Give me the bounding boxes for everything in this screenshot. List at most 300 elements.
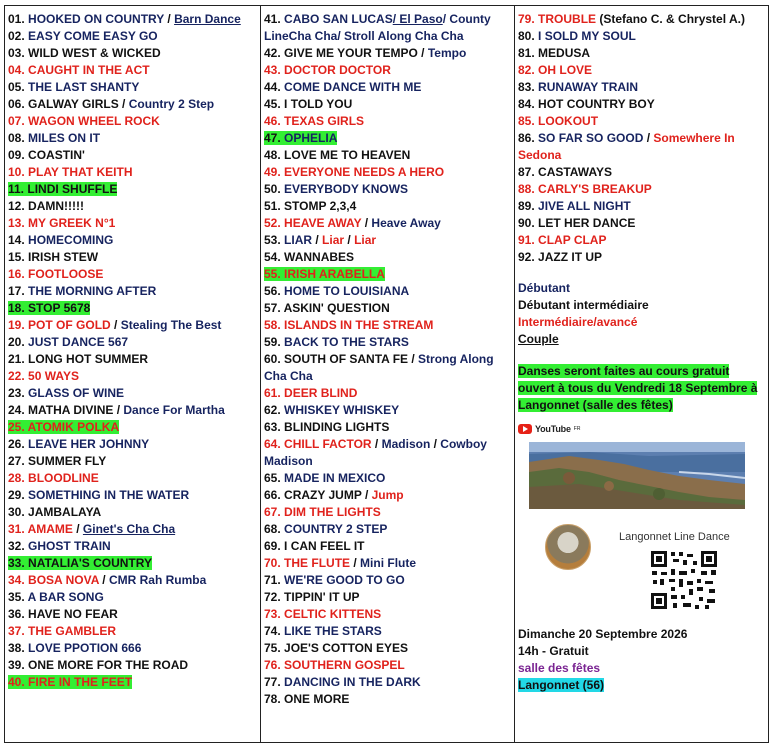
dance-number: 88. [518,182,535,196]
dance-item [8,317,260,334]
dance-item [8,453,260,470]
dance-number: 40. [8,675,25,689]
avatar [545,524,591,570]
dance-title-part: WE'RE GOOD TO GO [284,573,405,587]
dance-title-part: THE LAST SHANTY [28,80,140,94]
dance-number: 73. [264,607,281,621]
dance-number: 41. [264,12,281,26]
dance-title-part: BLINDING LIGHTS [284,420,390,434]
coast-landscape-image [529,442,745,509]
dance-title-part: I CAN FEEL IT [284,539,365,553]
dance-item [8,487,260,504]
dance-title-part: CMR Rah Rumba [108,573,207,587]
dance-title-part: LET HER DANCE [538,216,636,230]
dance-title-part: DAMN!!!!! [28,199,85,213]
dance-item [264,11,514,45]
dance-title-part: Cowboy Madison [264,437,487,468]
dance-title-part: Liar [322,233,345,247]
dance-title-part: / [408,352,419,366]
dance-item [8,402,260,419]
dance-number: 22. [8,369,25,383]
legend-intermediaire-avance: Intermédiaire/avancé [518,315,638,329]
dance-title-part: Stealing The Best [120,318,222,332]
dance-list-table [4,5,769,743]
dance-item [264,147,514,164]
dance-title-part: CHILL FACTOR [284,437,372,451]
dance-title-part: WILD WEST & WICKED [28,46,161,60]
dance-number: 31. [8,522,25,536]
coast-photo [529,442,745,509]
dance-item [264,436,514,470]
dance-number: 32. [8,539,25,553]
dance-number: 89. [518,199,535,213]
dance-number: 69. [264,539,281,553]
dance-title-part: SOMETHING IN THE WATER [28,488,190,502]
dance-title-part: IRISH ARABELLA [284,267,385,281]
dance-number: 50. [264,182,281,196]
dance-title-part: EVERYBODY KNOWS [284,182,409,196]
dance-number: 10. [8,165,25,179]
legend-couple: Couple [518,332,559,346]
dance-item [264,470,514,487]
dance-title-part: PLAY THAT KEITH [28,165,133,179]
dance-item [8,385,260,402]
dance-item [264,181,514,198]
dance-number: 15. [8,250,25,264]
dance-title-part: BOSA NOVA [28,573,99,587]
dance-item [264,555,514,572]
dance-item [8,419,260,436]
dance-title-part: / [312,233,323,247]
column-1 [5,6,261,742]
dance-title-part: LOOKOUT [538,114,599,128]
dance-title-part: COME DANCE WITH ME [284,80,422,94]
dance-item [8,130,260,147]
dance-number: 84. [518,97,535,111]
dance-item [264,96,514,113]
dance-number: 24. [8,403,25,417]
dance-title-part: ONE MORE [284,692,350,706]
dance-title-part: Somewhere In Sedona [518,131,735,162]
dance-item [264,130,514,147]
dance-title-part: JAMBALAYA [28,505,102,519]
dance-number: 78. [264,692,281,706]
dance-item [8,589,260,606]
dance-number: 74. [264,624,281,638]
dance-number: 72. [264,590,281,604]
dance-title-part: ASKIN' QUESTION [283,301,390,315]
dance-item [8,334,260,351]
dance-title-part: CAUGHT IN THE ACT [28,63,150,77]
dance-item [264,640,514,657]
dance-title-part: MY GREEK N°1 [28,216,116,230]
dance-title-part: / El Paso [392,12,443,26]
youtube-region: FR [573,426,581,432]
dance-title-part: / [361,216,372,230]
dance-number: 04. [8,63,25,77]
dance-title-part: / [110,318,121,332]
dance-item [8,232,260,249]
dance-title-part: Jump [371,488,404,502]
legend-debutant-intermediaire: Débutant intermédiaire [518,298,649,312]
dance-item [8,215,260,232]
dance-item [8,96,260,113]
dance-item [264,300,514,317]
dance-number: 39. [8,658,25,672]
dance-title-part: MILES ON IT [28,131,101,145]
dance-number: 35. [8,590,25,604]
dance-number: 80. [518,29,535,43]
dance-title-part: LIKE THE STARS [284,624,382,638]
level-legend [518,280,768,348]
dance-item [8,521,260,538]
profile-section [518,521,768,621]
dance-number: 30. [8,505,25,519]
dance-title-part: DIM THE LIGHTS [284,505,381,519]
dance-number: 79. [518,12,535,26]
dance-item [8,538,260,555]
dance-title-part: / County LineCha Cha/ Stroll Along Cha Cha [264,12,491,43]
dance-number: 03. [8,46,25,60]
dance-title-part: GLASS OF WINE [28,386,125,400]
dance-number: 92. [518,250,535,264]
dance-number: 75. [264,641,281,655]
dance-number: 37. [8,624,25,638]
dance-number: 11. [8,182,25,196]
dance-title-part: LIAR [284,233,313,247]
dance-title-part: NATALIA'S COUNTRY [28,556,152,570]
dance-title-part: / [118,97,129,111]
dance-title-part: (Stefano C. & Chrystel A.) [596,12,745,26]
dance-number: 54. [264,250,281,264]
dance-item [8,198,260,215]
dance-number: 47. [264,131,281,145]
dance-number: 13. [8,216,25,230]
dance-item [264,164,514,181]
dance-item [8,113,260,130]
dance-number: 29. [8,488,25,502]
dance-title-part: / [344,233,355,247]
dance-title-part: / [72,522,83,536]
dance-number: 85. [518,114,535,128]
dance-item [8,28,260,45]
column-2 [261,6,515,742]
dance-title-part: Barn Dance [174,12,241,26]
info-block [518,363,763,414]
dance-number: 06. [8,97,25,111]
dance-number: 82. [518,63,535,77]
dance-number: 05. [8,80,25,94]
dance-title-part: SOUTH OF SANTA FE [284,352,409,366]
dance-number: 19. [8,318,25,332]
dance-title-part: EASY COME EASY GO [28,29,158,43]
dance-item [8,606,260,623]
dance-title-part: Madison [381,437,431,451]
dance-title-part: I SOLD MY SOUL [538,29,636,43]
dance-item [8,436,260,453]
dance-number: 07. [8,114,25,128]
dance-number: 12. [8,199,25,213]
dance-title-part: HOMECOMING [28,233,114,247]
dance-title-part: HAVE NO FEAR [28,607,118,621]
dance-number: 38. [8,641,25,655]
dance-title-part: SO FAR SO GOOD [538,131,644,145]
dance-item [518,130,768,164]
dance-number: 27. [8,454,25,468]
youtube-badge[interactable] [518,422,768,436]
dance-number: 14. [8,233,25,247]
dance-title-part: HOME TO LOUISIANA [284,284,410,298]
dance-number: 81. [518,46,535,60]
dance-title-part: DOCTOR DOCTOR [284,63,391,77]
dance-title-part: / [417,46,428,60]
dance-item [8,181,260,198]
dance-number: 36. [8,607,25,621]
dance-item [264,113,514,130]
dance-title-part: AMAME [27,522,73,536]
dance-item [264,657,514,674]
dance-title-part: LEAVE HER JOHNNY [28,437,150,451]
dance-number: 33. [8,556,25,570]
dance-title-part: Tempo [427,46,467,60]
dance-item [8,249,260,266]
dance-number: 76. [264,658,281,672]
dance-item [264,351,514,385]
dance-title-part: TROUBLE [538,12,597,26]
dance-title-part: FOOTLOOSE [28,267,104,281]
dance-title-part: THE MORNING AFTER [28,284,157,298]
dance-title-part: OPHELIA [284,131,338,145]
dance-number: 20. [8,335,25,349]
dance-item [264,317,514,334]
dance-item [264,249,514,266]
dance-number: 62. [264,403,281,417]
dance-title-part: Mini Flute [360,556,417,570]
dance-title-part: / [164,12,175,26]
dance-number: 68. [264,522,281,536]
dance-number: 53. [264,233,281,247]
dance-item [518,45,768,62]
qr-code-icon[interactable] [649,549,719,611]
dance-number: 51. [264,199,281,213]
dance-title-part: BACK TO THE STARS [284,335,409,349]
dance-title-part: CASTAWAYS [538,165,613,179]
dance-number: 57. [264,301,281,315]
dance-title-part: THE FLUTE [284,556,351,570]
profile-name: Langonnet Line Dance [619,531,730,543]
dance-item [264,674,514,691]
dance-title-part: RUNAWAY TRAIN [538,80,639,94]
dance-title-part: / [350,556,361,570]
dance-title-part: JAZZ IT UP [538,250,603,264]
dance-number: 43. [264,63,281,77]
dance-item [518,79,768,96]
dance-title-part: / [430,437,441,451]
dance-number: 90. [518,216,535,230]
dance-title-part: I TOLD YOU [284,97,353,111]
dance-title-part: MEDUSA [538,46,591,60]
dance-item [264,589,514,606]
dance-title-part: 50 WAYS [28,369,79,383]
dance-title-part: Strong Along Cha Cha [264,352,494,383]
event-venue: salle des fêtes [518,661,601,675]
dance-number: 87. [518,165,535,179]
dance-item [518,11,768,28]
dance-item [264,198,514,215]
dance-title-part: Heave Away [371,216,441,230]
dance-title-part: COASTIN' [28,148,85,162]
dance-number: 77. [264,675,281,689]
dance-title-part: Ginet's Cha Cha [82,522,176,536]
dance-title-part: JOE'S COTTON EYES [284,641,409,655]
dance-item [8,11,260,28]
dance-item [8,555,260,572]
dance-item [518,181,768,198]
dance-title-part: TEXAS GIRLS [284,114,365,128]
dance-title-part: WAGON WHEEL ROCK [28,114,160,128]
dance-item [8,283,260,300]
dance-number: 59. [264,335,281,349]
dance-title-part: LINDI SHUFFLE [27,182,118,196]
dance-title-part: / [361,488,372,502]
dance-item [518,215,768,232]
dance-number: 70. [264,556,281,570]
dance-title-part: FIRE IN THE FEET [28,675,133,689]
dance-item [8,300,260,317]
dance-title-part: TIPPIN' IT UP [284,590,360,604]
dance-item [8,640,260,657]
dance-title-part: CRAZY JUMP [284,488,362,502]
event-date: Dimanche 20 Septembre 2026 [518,627,688,641]
dance-number: 25. [8,420,25,434]
dance-item [264,334,514,351]
dance-number: 67. [264,505,281,519]
dance-item [8,623,260,640]
dance-item [264,45,514,62]
dance-item [8,368,260,385]
dance-title-part: CELTIC KITTENS [284,607,382,621]
dance-title-part: Liar [354,233,377,247]
dance-title-part: A BAR SONG [27,590,104,604]
dance-item [518,113,768,130]
dance-title-part: LOVE PPOTION 666 [28,641,142,655]
dance-item [8,79,260,96]
dance-title-part: BLOODLINE [28,471,99,485]
dance-number: 34. [8,573,25,587]
dance-item [518,249,768,266]
dance-title-part: MADE IN MEXICO [284,471,386,485]
dance-item [518,96,768,113]
dance-title-part: STOMP 2,3,4 [284,199,357,213]
dance-title-part: SOUTHERN GOSPEL [284,658,405,672]
dance-number: 71. [264,573,281,587]
dance-title-part: HOOKED ON COUNTRY [28,12,165,26]
dance-item [264,79,514,96]
dance-title-part: CABO SAN LUCAS [284,12,393,26]
dance-item [264,62,514,79]
dance-item [264,521,514,538]
dance-number: 64. [264,437,281,451]
dance-number: 56. [264,284,281,298]
dance-number: 17. [8,284,25,298]
dance-item [518,28,768,45]
dance-number: 48. [264,148,281,162]
dance-number: 65. [264,471,281,485]
dance-number: 16. [8,267,25,281]
dance-title-part: Country 2 Step [128,97,215,111]
dance-number: 01. [8,12,25,26]
dance-title-part: Dance For Martha [123,403,225,417]
dance-item [264,504,514,521]
dance-title-part: LOVE ME TO HEAVEN [284,148,411,162]
dance-item [264,691,514,708]
dance-item [8,657,260,674]
dance-number: 23. [8,386,25,400]
dance-item [518,62,768,79]
dance-number: 42. [264,46,281,60]
dance-title-part: HEAVE AWAY [284,216,362,230]
dance-title-part: WANNABES [284,250,355,264]
dance-title-part: COUNTRY 2 STEP [284,522,388,536]
dance-number: 52. [264,216,281,230]
dance-item [8,572,260,589]
dance-item [264,419,514,436]
dance-number: 61. [264,386,281,400]
dance-number: 26. [8,437,25,451]
dance-number: 09. [8,148,25,162]
dance-number: 55. [264,267,281,281]
dance-title-part: / [643,131,654,145]
dance-item [8,164,260,181]
dance-number: 91. [518,233,535,247]
dance-number: 63. [264,420,281,434]
dance-title-part: JIVE ALL NIGHT [538,199,631,213]
event-time: 14h - Gratuit [518,644,589,658]
dance-item [264,215,514,232]
dance-item [264,283,514,300]
dance-title-part: ISLANDS IN THE STREAM [284,318,434,332]
dance-item [8,62,260,79]
dance-number: 58. [264,318,281,332]
dance-item [8,266,260,283]
dance-title-part: DANCING IN THE DARK [284,675,421,689]
dance-title-part: GIVE ME YOUR TEMPO [284,46,418,60]
dance-title-part: ATOMIK POLKA [27,420,120,434]
youtube-label: YouTube [535,424,571,434]
dance-title-part: GALWAY GIRLS [28,97,119,111]
dance-title-part: / [113,403,124,417]
dance-number: 21. [8,352,25,366]
youtube-play-icon [518,424,532,434]
dance-title-part: / [98,573,109,587]
dance-item [8,504,260,521]
dance-item [8,147,260,164]
column-3 [515,6,768,742]
dance-number: 18. [8,301,25,315]
dance-title-part: ONE MORE FOR THE ROAD [28,658,189,672]
dance-title-part: STOP 5678 [28,301,91,315]
dance-number: 44. [264,80,281,94]
dance-number: 28. [8,471,25,485]
dance-title-part: CLAP CLAP [538,233,607,247]
dance-title-part: LONG HOT SUMMER [28,352,149,366]
dance-item [518,232,768,249]
dance-title-part: POT OF GOLD [28,318,111,332]
dance-number: 60. [264,352,281,366]
dance-item [264,487,514,504]
dance-number: 46. [264,114,281,128]
legend-debutant: Débutant [518,281,570,295]
